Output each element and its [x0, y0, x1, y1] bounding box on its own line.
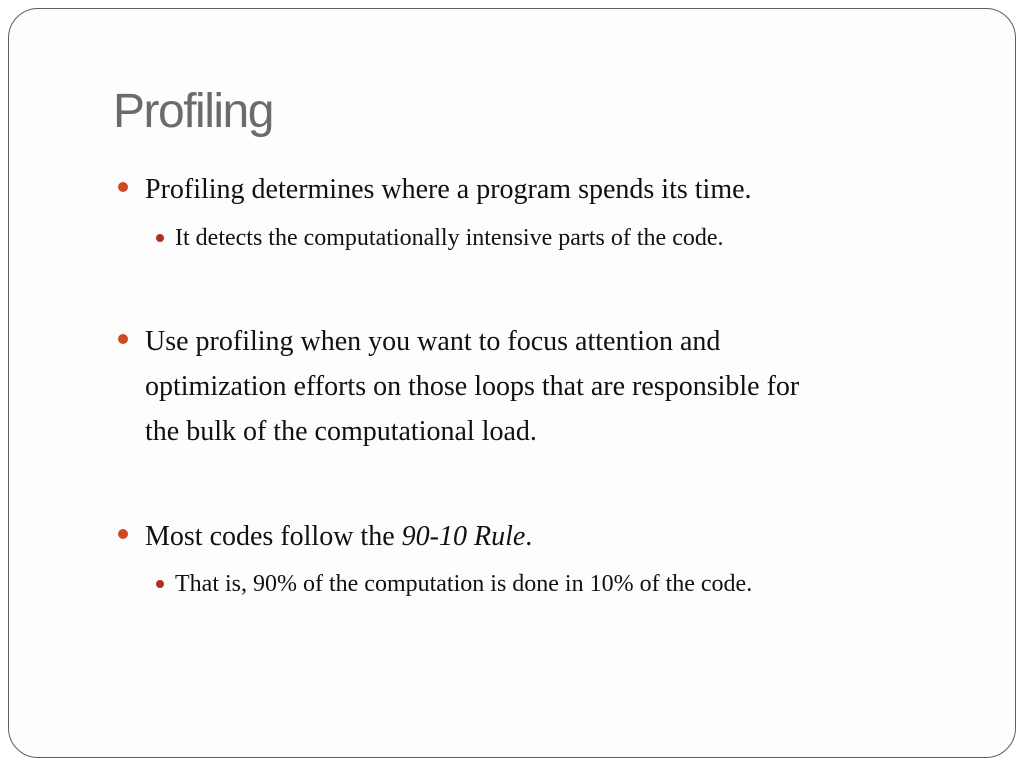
bullet-dot-icon: [118, 182, 128, 192]
bullet-3-text: [145, 514, 945, 559]
bullet-2-line-3: the bulk of the computational load.: [145, 416, 537, 447]
bullet-2-line-2: optimization efforts on those loops that are responsible for: [145, 371, 800, 402]
bullet-3-sub-text: That is, 90% of the computation is done in 10% of the code.: [175, 571, 753, 597]
bullet-3-italic-rule: 90-10 Rule: [401, 521, 526, 552]
bullet-3-text-after: .: [525, 521, 533, 552]
bullet-dot-icon: [118, 334, 128, 344]
sub-bullet-dot-icon: [156, 580, 164, 588]
bullet-2-line-1: Use profiling when you want to focus attention and: [145, 326, 721, 357]
sub-bullet-dot-icon: [156, 234, 164, 242]
bullet-3-text-before: Most codes follow the: [145, 521, 402, 552]
bullet-1-text: Profiling determines where a program spends its time.: [145, 174, 752, 205]
bullet-dot-icon: [118, 529, 128, 539]
bullet-1-sub-text: It detects the computationally intensive parts of the code.: [175, 225, 724, 251]
slide-title: Profiling: [113, 85, 273, 138]
